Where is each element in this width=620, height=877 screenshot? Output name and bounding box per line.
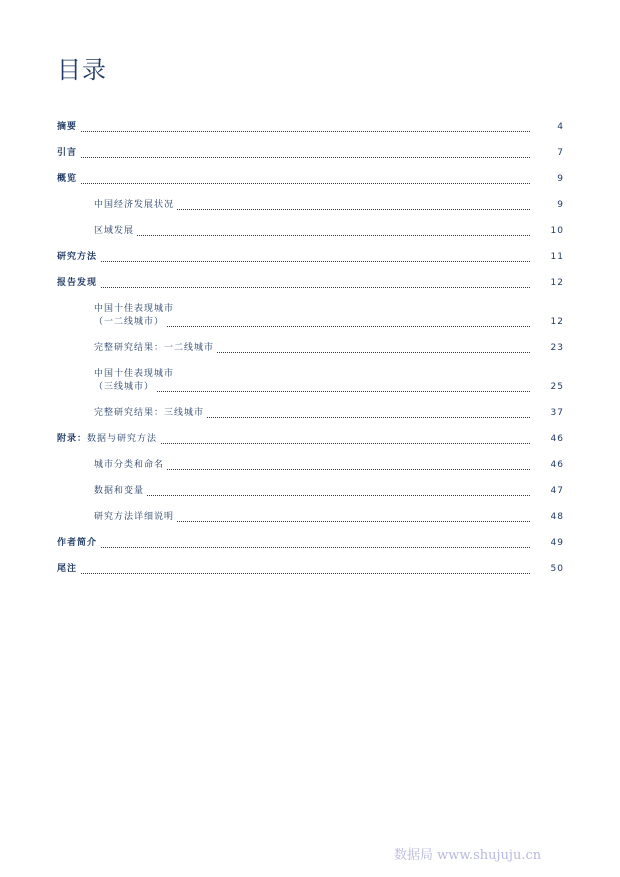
dot-leader (57, 261, 530, 262)
toc-entry-page: 9 (557, 174, 564, 184)
toc-entry-top10-tier12[interactable] (94, 315, 564, 329)
toc-entry-label-rest: 数据与研究方法 (87, 434, 158, 444)
toc-entry-top10-tier12-line1: 中国十佳表现城市 (94, 304, 175, 314)
toc-entry-endnotes[interactable] (57, 562, 564, 576)
toc-entry-label: （一二线城市） (94, 315, 167, 329)
toc-entry-page: 12 (550, 317, 564, 327)
toc-entry-page: 10 (550, 226, 564, 236)
toc-entry-overview[interactable] (57, 172, 564, 186)
toc-entry-findings[interactable] (57, 276, 564, 290)
toc-entry-page: 11 (550, 252, 564, 262)
toc-entry-full-results-tier12[interactable] (94, 341, 564, 355)
dot-leader (57, 131, 530, 132)
toc-entry-page: 4 (557, 122, 564, 132)
dot-leader (94, 495, 530, 496)
toc-entry-page: 50 (550, 564, 564, 574)
page-title: 目录 (57, 56, 107, 84)
toc-entry-page: 7 (557, 148, 564, 158)
toc-entry-label: 报告发现 (57, 276, 100, 290)
toc-entry-label: 摘要 (57, 120, 80, 134)
dot-leader (57, 573, 530, 574)
toc-entry-top10-tier3[interactable] (94, 380, 564, 394)
toc-entry-label: 完整研究结果：三线城市 (94, 406, 207, 420)
toc-entry-page: 9 (557, 200, 564, 210)
dot-leader (57, 287, 530, 288)
toc-entry-top10-tier3-line1: 中国十佳表现城市 (94, 369, 175, 379)
dot-leader (57, 183, 530, 184)
toc-entry-full-results-tier3[interactable] (94, 406, 564, 420)
toc-entry-label: （三线城市） (94, 380, 157, 394)
toc-entry-page: 12 (550, 278, 564, 288)
toc-entry-label: 研究方法 (57, 250, 100, 264)
toc-entry-page: 47 (550, 486, 564, 496)
toc-entry-page: 25 (550, 382, 564, 392)
toc-entry-label: 数据和变量 (94, 484, 147, 498)
toc-entry-authors[interactable] (57, 536, 564, 550)
toc-entry-introduction[interactable] (57, 146, 564, 160)
toc-entry-appendix[interactable] (57, 432, 564, 446)
toc-entry-label: 作者简介 (57, 536, 100, 550)
toc-entry-page: 46 (550, 460, 564, 470)
watermark: 数据局 www.shujuju.cn (394, 848, 542, 863)
toc-entry-regional-development[interactable] (94, 224, 564, 238)
toc-entry-label: 引言 (57, 146, 80, 160)
toc-entry-label (57, 432, 160, 446)
dot-leader (94, 235, 530, 236)
dot-leader (94, 391, 530, 392)
toc-entry-data-variables[interactable] (94, 484, 564, 498)
toc-entry-page: 48 (550, 512, 564, 522)
dot-leader (57, 547, 530, 548)
toc-entry-china-economy[interactable] (94, 198, 564, 212)
toc-entry-page: 46 (550, 434, 564, 444)
toc-entry-page: 23 (550, 343, 564, 353)
toc-entry-label: 完整研究结果：一二线城市 (94, 341, 217, 355)
toc-entry-city-classification[interactable] (94, 458, 564, 472)
toc-entry-methodology[interactable] (57, 250, 564, 264)
toc-entry-label: 城市分类和命名 (94, 458, 167, 472)
toc-entry-page: 37 (550, 408, 564, 418)
toc-entry-label-bold: 附录： (57, 434, 88, 444)
toc-entry-page: 49 (550, 538, 564, 548)
dot-leader (57, 157, 530, 158)
toc-entry-label: 中国经济发展状况 (94, 198, 177, 212)
toc-entry-label: 研究方法详细说明 (94, 510, 177, 524)
toc-entry-methodology-detail[interactable] (94, 510, 564, 524)
toc-entry-label: 概览 (57, 172, 80, 186)
toc-entry-label: 尾注 (57, 562, 80, 576)
toc-entry-summary[interactable] (57, 120, 564, 134)
toc-entry-label: 区域发展 (94, 224, 137, 238)
